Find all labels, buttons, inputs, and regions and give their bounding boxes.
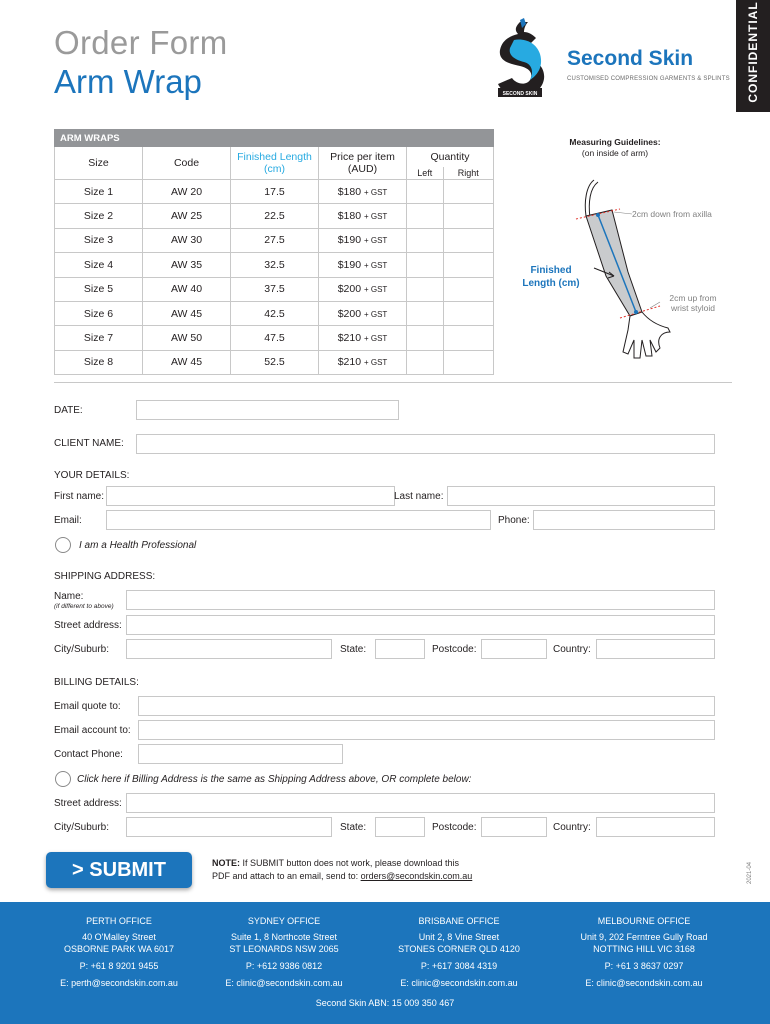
table-caption: ARM WRAPS (55, 130, 494, 147)
cell-code: AW 40 (143, 277, 231, 301)
office-name: PERTH OFFICE (86, 916, 152, 926)
cell-length: 32.5 (231, 253, 319, 277)
billing-city-input[interactable] (126, 817, 332, 837)
office-email[interactable]: E: clinic@secondskin.com.au (585, 978, 703, 988)
cell-length: 27.5 (231, 228, 319, 252)
office-email[interactable]: E: perth@secondskin.com.au (60, 978, 178, 988)
billing-country-input[interactable] (596, 817, 715, 837)
billing-state-label: State: (340, 822, 367, 833)
cell-size: Size 7 (55, 326, 143, 350)
cell-price: $200 + GST (319, 301, 407, 325)
submit-note: NOTE: If SUBMIT button does not work, please download this PDF and attach to an email, send to: orders@secondskin.com.au (212, 858, 473, 881)
office-address-line2: NOTTING HILL VIC 3168 (593, 944, 695, 954)
email-quote-input[interactable] (138, 696, 715, 716)
shipping-name-input[interactable] (126, 590, 715, 610)
your-details-heading: YOUR DETAILS: (54, 470, 130, 481)
cell-price: $180 + GST (319, 204, 407, 228)
quantity-left-input[interactable] (407, 228, 444, 252)
cell-price: $200 + GST (319, 277, 407, 301)
client-name-input[interactable] (136, 434, 715, 454)
cell-price: $210 + GST (319, 350, 407, 374)
header-finished-length: Finished Length (cm) (231, 147, 319, 180)
cell-price: $180 + GST (319, 180, 407, 204)
cell-code: AW 35 (143, 253, 231, 277)
cell-size: Size 5 (55, 277, 143, 301)
header-right: Right (443, 167, 493, 180)
quantity-right-input[interactable] (443, 228, 493, 252)
page-title: Order Form (54, 24, 228, 61)
footer (0, 902, 770, 1024)
office-address-line2: STONES CORNER QLD 4120 (398, 944, 520, 954)
shipping-name-label: Name: (54, 591, 84, 602)
quantity-left-input[interactable] (407, 301, 444, 325)
cell-code: AW 20 (143, 180, 231, 204)
header-quantity: Quantity (407, 147, 494, 167)
quantity-right-input[interactable] (443, 180, 493, 204)
last-name-label: Last name: (394, 491, 444, 502)
health-professional-radio[interactable] (55, 537, 71, 553)
contact-phone-label: Contact Phone: (54, 749, 123, 760)
office-address-line2: ST LEONARDS NSW 2065 (229, 944, 339, 954)
page-subtitle: Arm Wrap (54, 63, 202, 100)
arm-wraps-table (54, 129, 494, 375)
shipping-country-input[interactable] (596, 639, 715, 659)
submit-button[interactable]: > SUBMIT (46, 852, 192, 888)
office-phone: P: +612 9386 0812 (245, 961, 323, 971)
quantity-left-input[interactable] (407, 204, 444, 228)
cell-length: 22.5 (231, 204, 319, 228)
quantity-left-input[interactable] (407, 180, 444, 204)
shipping-address-heading: SHIPPING ADDRESS: (54, 571, 156, 582)
shipping-state-input[interactable] (375, 639, 425, 659)
header-left: Left (407, 167, 444, 180)
last-name-input[interactable] (447, 486, 715, 506)
cell-price: $190 + GST (319, 228, 407, 252)
cell-price: $190 + GST (319, 253, 407, 277)
cell-code: AW 30 (143, 228, 231, 252)
contact-phone-input[interactable] (138, 744, 343, 764)
shipping-state-label: State: (340, 644, 367, 655)
email-account-label: Email account to: (54, 725, 131, 736)
date-input[interactable] (136, 400, 399, 420)
first-name-label: First name: (54, 491, 105, 502)
table-row (55, 277, 494, 301)
phone-label: Phone: (498, 515, 530, 526)
shipping-name-note: (if different to above) (54, 603, 114, 610)
quantity-right-input[interactable] (443, 277, 493, 301)
office-phone: P: +61 8 9201 9455 (79, 961, 159, 971)
table-row (55, 326, 494, 350)
billing-postcode-label: Postcode: (432, 822, 477, 833)
quantity-right-input[interactable] (443, 253, 493, 277)
quantity-left-input[interactable] (407, 326, 444, 350)
cell-code: AW 50 (143, 326, 231, 350)
billing-postcode-input[interactable] (481, 817, 547, 837)
office-email[interactable]: E: clinic@secondskin.com.au (225, 978, 343, 988)
office-phone: P: +61 3 8637 0297 (604, 961, 684, 971)
quantity-left-input[interactable] (407, 350, 444, 374)
quantity-right-input[interactable] (443, 350, 493, 374)
cell-size: Size 2 (55, 204, 143, 228)
table-row (55, 204, 494, 228)
cell-size: Size 4 (55, 253, 143, 277)
shipping-street-label: Street address: (54, 620, 122, 631)
cell-size: Size 8 (55, 350, 143, 374)
second-skin-logo-icon (490, 18, 550, 100)
cell-code: AW 25 (143, 204, 231, 228)
table-row (55, 228, 494, 252)
office-address-line1: Unit 2, 8 Vine Street (418, 932, 500, 942)
office-address-line2: OSBORNE PARK WA 6017 (63, 944, 175, 954)
logo-badge-text: SECOND SKIN (502, 91, 538, 97)
cell-length: 52.5 (231, 350, 319, 374)
office-name: BRISBANE OFFICE (418, 916, 500, 926)
version-label: 2021-04 (747, 861, 753, 885)
email-quote-label: Email quote to: (54, 701, 121, 712)
billing-street-label: Street address: (54, 798, 122, 809)
finished-length-label: Finished Length (cm) (522, 265, 580, 289)
abn-label: Second Skin ABN: 15 009 350 467 (315, 998, 455, 1008)
table-row (55, 180, 494, 204)
office-name: SYDNEY OFFICE (247, 916, 321, 926)
confidential-label: CONFIDENTIAL (746, 1, 760, 103)
office-name: MELBOURNE OFFICE (597, 916, 691, 926)
brand-tagline: CUSTOMISED COMPRESSION GARMENTS & SPLINTS (567, 76, 730, 82)
billing-country-label: Country: (553, 822, 591, 833)
first-name-input[interactable] (106, 486, 395, 506)
axilla-label: 2cm down from axilla (632, 209, 712, 219)
office-email[interactable]: E: clinic@secondskin.com.au (400, 978, 518, 988)
shipping-country-label: Country: (553, 644, 591, 655)
date-label: DATE: (54, 405, 83, 416)
office-address-line1: Unit 9, 202 Ferntree Gully Road (580, 932, 708, 942)
office-melbourne (549, 915, 739, 989)
brand-name: Second Skin (567, 47, 694, 70)
cell-size: Size 3 (55, 228, 143, 252)
office-address-line1: 40 O'Malley Street (82, 932, 156, 942)
cell-length: 47.5 (231, 326, 319, 350)
billing-state-input[interactable] (375, 817, 425, 837)
shipping-city-label: City/Suburb: (54, 644, 110, 655)
divider (54, 382, 732, 383)
office-brisbane (364, 915, 554, 989)
office-perth (24, 915, 214, 989)
email-label: Email: (54, 515, 82, 526)
shipping-postcode-label: Postcode: (432, 644, 477, 655)
health-professional-label: I am a Health Professional (79, 540, 197, 551)
quantity-right-input[interactable] (443, 326, 493, 350)
office-sydney (189, 915, 379, 989)
cell-code: AW 45 (143, 350, 231, 374)
cell-length: 37.5 (231, 277, 319, 301)
email-input[interactable] (106, 510, 491, 530)
client-name-label: CLIENT NAME: (54, 438, 124, 449)
header-price: Price per item (AUD) (319, 147, 407, 180)
measuring-guide-subtitle: (on inside of arm) (581, 148, 649, 158)
billing-city-label: City/Suburb: (54, 822, 110, 833)
header-size: Size (55, 147, 143, 180)
shipping-street-input[interactable] (126, 615, 715, 635)
quantity-left-input[interactable] (407, 277, 444, 301)
wrist-label: 2cm up from wrist styloid (669, 293, 717, 313)
cell-code: AW 45 (143, 301, 231, 325)
shipping-city-input[interactable] (126, 639, 332, 659)
table-row (55, 253, 494, 277)
table-row (55, 301, 494, 325)
same-address-label: Click here if Billing Address is the same as Shipping Address above, OR complete below: (77, 774, 472, 785)
quantity-left-input[interactable] (407, 253, 444, 277)
quantity-right-input[interactable] (443, 301, 493, 325)
phone-input[interactable] (533, 510, 715, 530)
header-code: Code (143, 147, 231, 180)
orders-email-link[interactable]: orders@secondskin.com.au (360, 871, 473, 881)
billing-street-input[interactable] (126, 793, 715, 813)
shipping-postcode-input[interactable] (481, 639, 547, 659)
billing-heading: BILLING DETAILS: (54, 677, 139, 688)
quantity-right-input[interactable] (443, 204, 493, 228)
cell-size: Size 1 (55, 180, 143, 204)
same-address-radio[interactable] (55, 771, 71, 787)
office-phone: P: +617 3084 4319 (420, 961, 498, 971)
table-row (55, 350, 494, 374)
cell-size: Size 6 (55, 301, 143, 325)
cell-price: $210 + GST (319, 326, 407, 350)
cell-length: 42.5 (231, 301, 319, 325)
office-address-line1: Suite 1, 8 Northcote Street (230, 932, 338, 942)
cell-length: 17.5 (231, 180, 319, 204)
email-account-input[interactable] (138, 720, 715, 740)
measuring-guide-title: Measuring Guidelines: (569, 137, 661, 147)
